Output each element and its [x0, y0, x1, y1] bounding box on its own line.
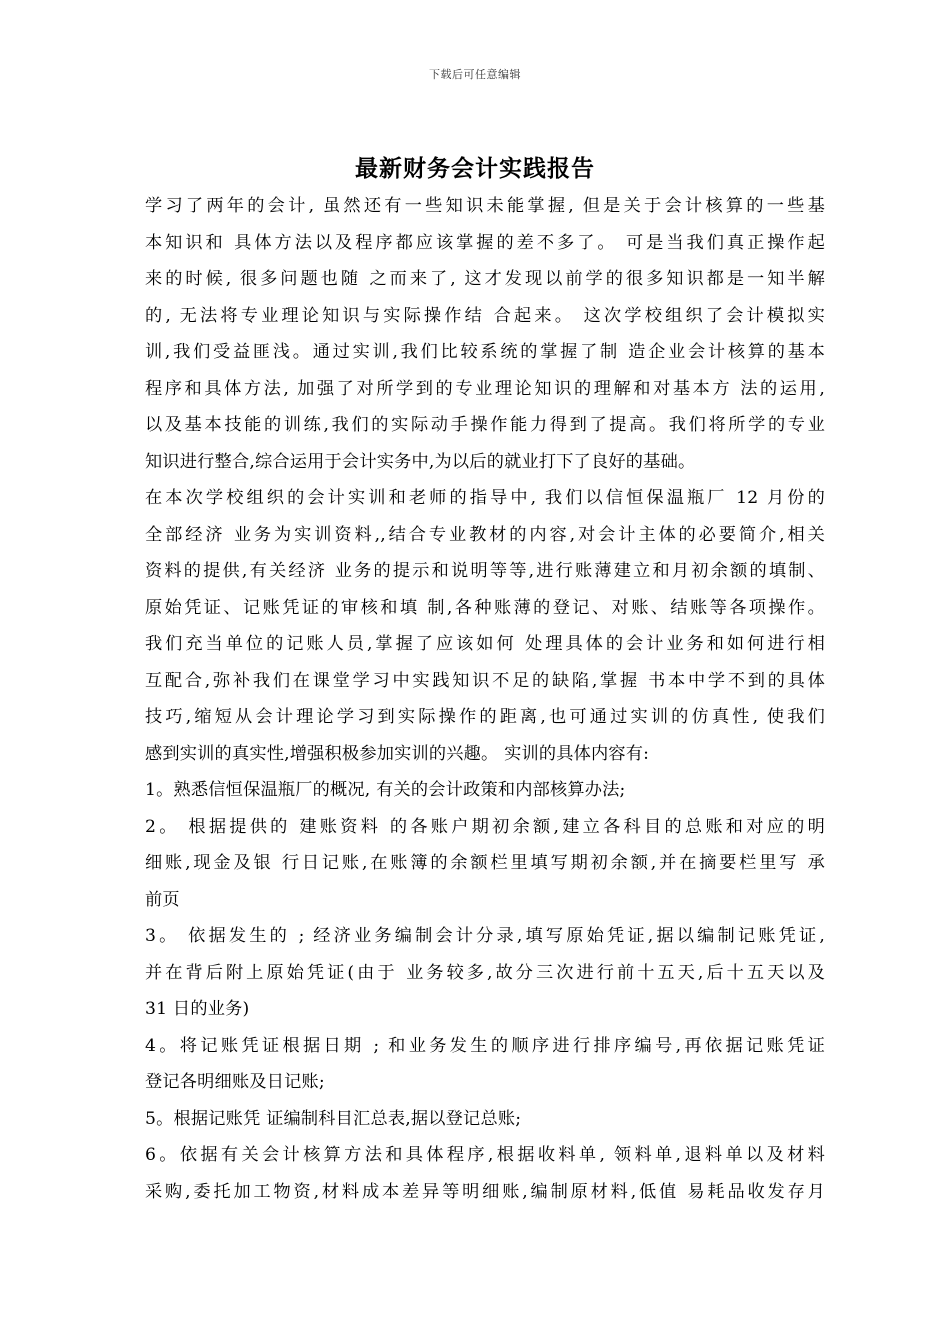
text-line: 的, 无法将专业理论知识与实际操作结 合起来。 这次学校组织了会计模拟实 [145, 305, 825, 326]
text-line: 感到实训的真实性,增强积极参加实训的兴趣。 实训的具体内容有: [145, 743, 650, 764]
text-line: 我们充当单位的记账人员,掌握了应该如何 处理具体的会计业务和如何进行相 [145, 634, 825, 654]
text-line: 采购,委托加工物资,材料成本差异等明细账,编制原材料,低值 易耗品收发存月 [145, 1181, 825, 1202]
text-line: 程序和具体方法, 加强了对所学到的专业理论知识的理解和对基本方 法的运用, [145, 378, 825, 399]
text-line: 互配合,弥补我们在课堂学习中实践知识不足的缺陷,掌握 书本中学不到的具体 [145, 670, 825, 691]
text-line: 细账,现金及银 行日记账,在账簿的余额栏里填写期初余额,并在摘要栏里写 承 [145, 853, 825, 873]
text-line: 本知识和 具体方法以及程序都应该掌握的差不多了。 可是当我们真正操作起 [145, 232, 825, 253]
text-line: 4。将记账凭证根据日期 ; 和业务发生的顺序进行排序编号,再依据记账凭证 [145, 1035, 825, 1056]
text-line: 来的时候, 很多问题也随 之而来了, 这才发现以前学的很多知识都是一知半解 [145, 269, 825, 289]
text-line: 学习了两年的会计, 虽然还有一些知识未能掌握, 但是关于会计核算的一些基 [145, 196, 825, 216]
text-line: 以及基本技能的训练,我们的实际动手操作能力得到了提高。我们将所学的专业 [145, 415, 825, 435]
text-line: 1。熟悉信恒保温瓶厂的概况, 有关的会计政策和内部核算办法; [145, 780, 626, 800]
text-line: 原始凭证、记账凭证的审核和填 制,各种账薄的登记、对账、结账等各项操作。 [145, 597, 825, 618]
text-line: 全部经济 业务为实训资料,,结合专业教材的内容,对会计主体的必要简介,相关 [145, 524, 825, 545]
document-title: 最新财务会计实践报告 [355, 155, 595, 182]
text-line: 3。 依据发生的 ; 经济业务编制会计分录,填写原始凭证,据以编制记账凭证, [145, 926, 825, 946]
text-line: 技巧,缩短从会计理论学习到实际操作的距离,也可通过实训的仿真性, 使我们 [145, 707, 825, 727]
document-body [145, 188, 825, 1210]
text-line: 31 日的业务) [145, 999, 250, 1019]
text-line: 2。 根据提供的 建账资料 的各账户期初余额,建立各科目的总账和对应的明 [145, 816, 825, 837]
text-line: 6。依据有关会计核算方法和具体程序,根据收料单, 领料单,退料单以及材料 [145, 1145, 825, 1165]
header-note: 下载后可任意编辑 [429, 68, 521, 81]
text-line: 知识进行整合,综合运用于会计实务中,为以后的就业打下了良好的基础。 [145, 451, 696, 472]
text-line: 5。根据记账凭 证编制科目汇总表,据以登记总账; [145, 1108, 522, 1129]
text-line: 在本次学校组织的会计实训和老师的指导中, 我们以信恒保温瓶厂 12 月份的 [145, 488, 825, 508]
text-line: 资料的提供,有关经济 业务的提示和说明等等,进行账薄建立和月初余额的填制、 [145, 561, 825, 581]
text-line: 训,我们受益匪浅。通过实训,我们比较系统的掌握了制 造企业会计核算的基本 [145, 342, 825, 362]
text-line: 并在背后附上原始凭证(由于 业务较多,故分三次进行前十五天,后十五天以及 [145, 962, 825, 983]
text-line: 前页 [145, 889, 180, 910]
text-line: 登记各明细账及日记账; [145, 1072, 325, 1092]
